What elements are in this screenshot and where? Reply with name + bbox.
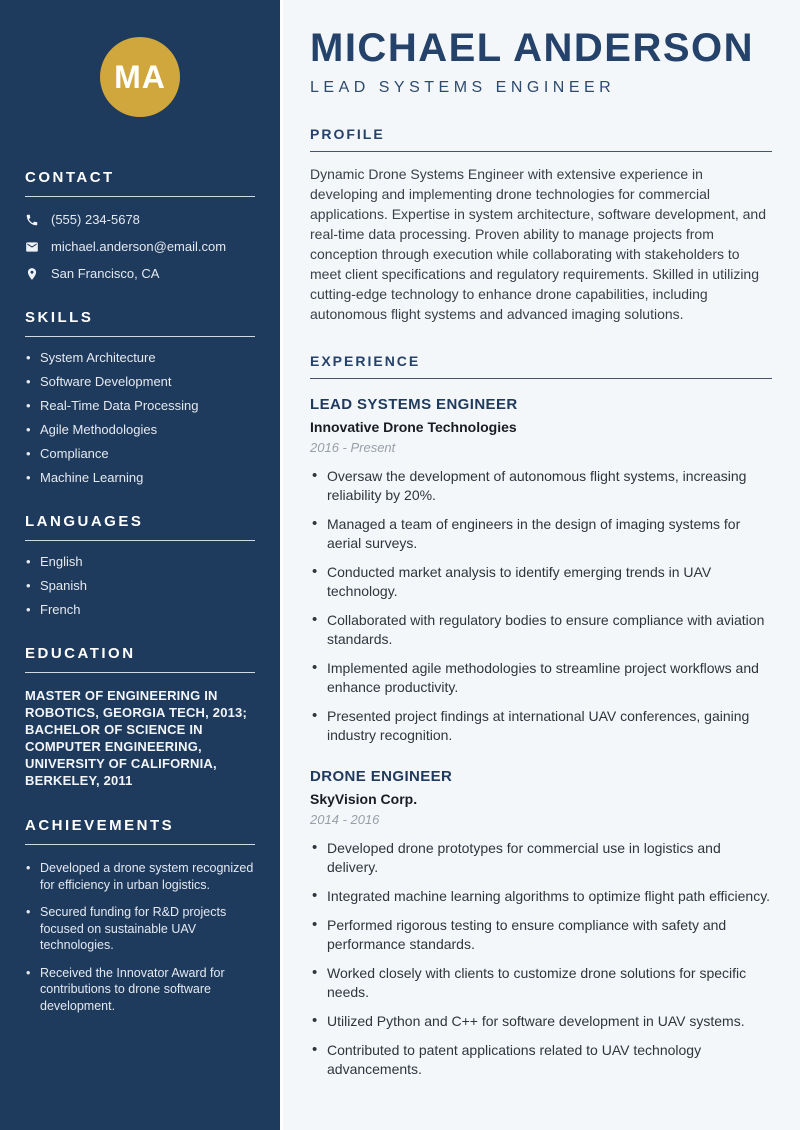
job-bullet: • Integrated machine learning algorithms to optimize flight path efficiency. [310, 887, 772, 906]
phone-icon [25, 213, 39, 227]
contact-heading: CONTACT [25, 169, 255, 197]
contact-email-text: michael.anderson@email.com [51, 239, 227, 254]
job-company: SkyVision Corp. [310, 791, 418, 807]
languages-list [25, 554, 255, 617]
job-bullet: • Utilized Python and C++ for software development in UAV systems. [310, 1012, 772, 1031]
contact-item-location [25, 266, 255, 281]
contact-phone-text: (555) 234-5678 [51, 212, 140, 227]
skills-section [25, 309, 255, 485]
experience-heading: EXPERIENCE [310, 353, 772, 379]
contact-item-phone [25, 212, 255, 227]
skills-list [25, 350, 255, 485]
job-bullet: • Performed rigorous testing to ensure compliance with safety and performance standards. [310, 916, 772, 954]
main-content [280, 0, 800, 1130]
profile-section [310, 126, 772, 324]
job-bullet: • Implemented agile methodologies to streamline project workflows and enhance productivity. [310, 659, 772, 697]
job-entry [310, 768, 772, 1079]
candidate-title: LEAD SYSTEMS ENGINEER [310, 79, 616, 96]
job-bullets [310, 467, 772, 745]
skill-item: • Real-Time Data Processing [25, 398, 255, 413]
job-bullet: • Worked closely with clients to customize drone solutions for specific needs. [310, 964, 772, 1002]
job-bullets [310, 839, 772, 1079]
language-item: • English [25, 554, 255, 569]
job-bullet: • Contributed to patent applications related to UAV technology advancements. [310, 1041, 772, 1079]
job-bullet: • Conducted market analysis to identify emerging trends in UAV technology. [310, 563, 772, 601]
job-dates: 2016 - Present [310, 440, 396, 455]
skill-item: • Machine Learning [25, 470, 255, 485]
contact-section [25, 169, 255, 281]
languages-section [25, 513, 255, 617]
achievements-list [25, 860, 255, 1014]
job-entry [310, 396, 772, 745]
job-bullet: • Developed drone prototypes for commercial use in logistics and delivery. [310, 839, 772, 877]
achievement-item: • Received the Innovator Award for contributions to drone software development. [25, 965, 255, 1015]
language-item: • French [25, 602, 255, 617]
job-company: Innovative Drone Technologies [310, 419, 517, 435]
profile-heading: PROFILE [310, 126, 772, 152]
candidate-name: MICHAEL ANDERSON [310, 26, 755, 70]
job-title: LEAD SYSTEMS ENGINEER [310, 396, 518, 413]
job-dates: 2014 - 2016 [310, 812, 380, 827]
skill-item: • Agile Methodologies [25, 422, 255, 437]
contact-item-email [25, 239, 255, 254]
job-bullet: • Collaborated with regulatory bodies to ensure compliance with aviation standards. [310, 611, 772, 649]
contact-location-text: San Francisco, CA [51, 266, 160, 281]
sidebar [0, 0, 280, 1130]
job-bullet: • Managed a team of engineers in the design of imaging systems for aerial surveys. [310, 515, 772, 553]
achievement-item: • Developed a drone system recognized for efficiency in urban logistics. [25, 860, 255, 893]
education-text: MASTER OF ENGINEERING IN ROBOTICS, GEORGIA TECH, 2013; BACHELOR OF SCIENCE IN COMPUTER ENGINEERING, UNIVERSITY OF CALIFORNIA, BERKELEY, 2011 [25, 688, 248, 788]
languages-heading: LANGUAGES [25, 513, 255, 541]
skill-item: • Compliance [25, 446, 255, 461]
skill-item: • System Architecture [25, 350, 255, 365]
experience-section [310, 353, 772, 1079]
education-section [25, 645, 255, 789]
avatar-initials: MA [114, 58, 166, 95]
skill-item: • Software Development [25, 374, 255, 389]
education-heading: EDUCATION [25, 645, 255, 673]
contact-list [25, 212, 255, 281]
email-icon [25, 240, 39, 254]
achievements-section [25, 817, 255, 1014]
job-bullet: • Oversaw the development of autonomous flight systems, increasing reliability by 20%. [310, 467, 772, 505]
job-title: DRONE ENGINEER [310, 768, 453, 785]
skills-heading: SKILLS [25, 309, 255, 337]
job-bullet: • Presented project findings at international UAV conferences, gaining industry recognition. [310, 707, 772, 745]
profile-text: Dynamic Drone Systems Engineer with extensive experience in developing and implementing drone technologies for commercial applications. Expertise in system architecture, software development, and real-time data processing. Proven ability to manage projects from conception through execution while collaborating with stakeholders to meet client specifications and regulatory requirements. Skilled in utilizing cutting-edge technology to enhance drone capabilities, including autonomous flight systems and advanced imaging solutions. [310, 166, 767, 322]
achievement-item: • Secured funding for R&D projects focused on sustainable UAV technologies. [25, 904, 255, 954]
achievements-heading: ACHIEVEMENTS [25, 817, 255, 845]
avatar [100, 37, 180, 117]
language-item: • Spanish [25, 578, 255, 593]
location-icon [25, 267, 39, 281]
